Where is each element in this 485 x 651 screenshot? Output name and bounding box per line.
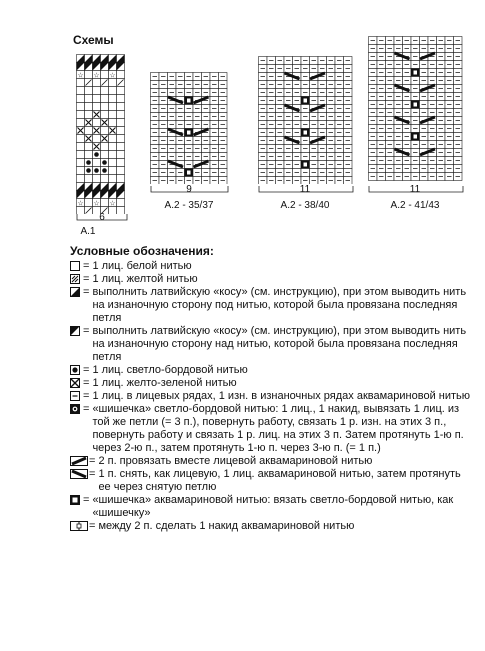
ssk-icon (70, 469, 88, 481)
legend-item: = 1 лиц. светло-бордовой нитью (70, 364, 475, 377)
cross-square-icon (70, 378, 82, 390)
legend-item: = 1 п. снять, как лицевую, 1 лиц. аквамариновой нитью, затем протянуть ее через снятую петлю (70, 468, 475, 494)
chart-a1 (76, 54, 128, 214)
dash-square-icon (70, 391, 82, 403)
legend-item: = между 2 п. сделать 1 накид аквамариновой нитью (70, 520, 475, 533)
svg-text:☆: ☆ (93, 199, 100, 208)
legend-item: = выполнить латвийскую «косу» (см. инструкцию), при этом выводить нить на изнаночную сторону над нитью, которой была провязана последняя петля (70, 325, 475, 364)
yarn-over-icon (70, 521, 88, 533)
width-bracket (150, 186, 229, 194)
width-bracket (368, 186, 464, 194)
chart-a2-35-37-grid (150, 72, 228, 184)
page-title: Схемы (73, 33, 114, 47)
chart-a1-width: 6 (99, 212, 105, 223)
svg-text:☆: ☆ (77, 71, 84, 80)
width-bracket (258, 186, 354, 194)
chart-a2-41-43-label: A.2 - 41/43 (390, 200, 440, 211)
legend-item: = «шишечка» светло-бордовой нитью: 1 лиц., 1 накид, вывязать 1 лиц. из той же петли (= 3 п.), повернуть работу, связать 1 р. изн. на этих 3 п., повернуть работу и связать 1 р. лиц. на этих 3 п. Затем протянуть 1-ю п. через 2-ю п., затем протянуть 1-ю п. через 3-ю п. (= 1 п.) (70, 403, 475, 455)
chart-a2-38-40-width: 11 (299, 184, 311, 195)
braid-under-icon (70, 287, 82, 299)
dot-square-icon (70, 365, 82, 377)
chart-a2-35-37-width: 9 (186, 184, 192, 195)
chart-a2-38-40-label: A.2 - 38/40 (280, 200, 330, 211)
white-square-icon (70, 261, 82, 273)
hatched-square-icon (70, 274, 82, 286)
legend-item: = 1 лиц. желто-зеленой нитью (70, 377, 475, 390)
legend-item: = выполнить латвийскую «косу» (см. инструкцию), при этом выводить нить на изнаночную сторону под нитью, которой была провязана последняя петля (70, 286, 475, 325)
chart-a2-41-43 (368, 36, 463, 184)
chart-a2-38-40-grid (258, 56, 353, 184)
legend-item: = 1 лиц. в лицевых рядах, 1 изн. в изнаночных рядах аквамариновой нитью (70, 390, 475, 403)
legend-item: = «шишечка» аквамариновой нитью: вязать светло-бордовой нитью, как «шишечку» (70, 494, 475, 520)
chart-a2-41-43-grid (368, 36, 463, 184)
legend-item: = 2 п. провязать вместе лицевой аквамариновой нитью (70, 455, 475, 468)
legend-item: = 1 лиц. белой нитью (70, 260, 475, 273)
width-bracket (76, 214, 128, 222)
k2tog-icon (70, 456, 88, 468)
chart-a2-38-40 (258, 56, 353, 184)
svg-text:☆: ☆ (109, 71, 116, 80)
bobble-icon (70, 404, 82, 416)
chart-a2-41-43-width: 11 (409, 184, 421, 195)
svg-text:☆: ☆ (109, 199, 116, 208)
bobble-aqua-icon (70, 495, 82, 507)
legend (70, 260, 475, 533)
chart-a2-35-37 (150, 72, 228, 184)
chart-a1-label: A.1 (80, 226, 96, 237)
braid-over-icon (70, 326, 82, 338)
svg-text:☆: ☆ (77, 199, 84, 208)
chart-a1-grid (76, 54, 128, 214)
legend-title: Условные обозначения: (70, 244, 214, 258)
svg-text:☆: ☆ (93, 71, 100, 80)
legend-item: = 1 лиц. желтой нитью (70, 273, 475, 286)
chart-a2-35-37-label: A.2 - 35/37 (164, 200, 214, 211)
